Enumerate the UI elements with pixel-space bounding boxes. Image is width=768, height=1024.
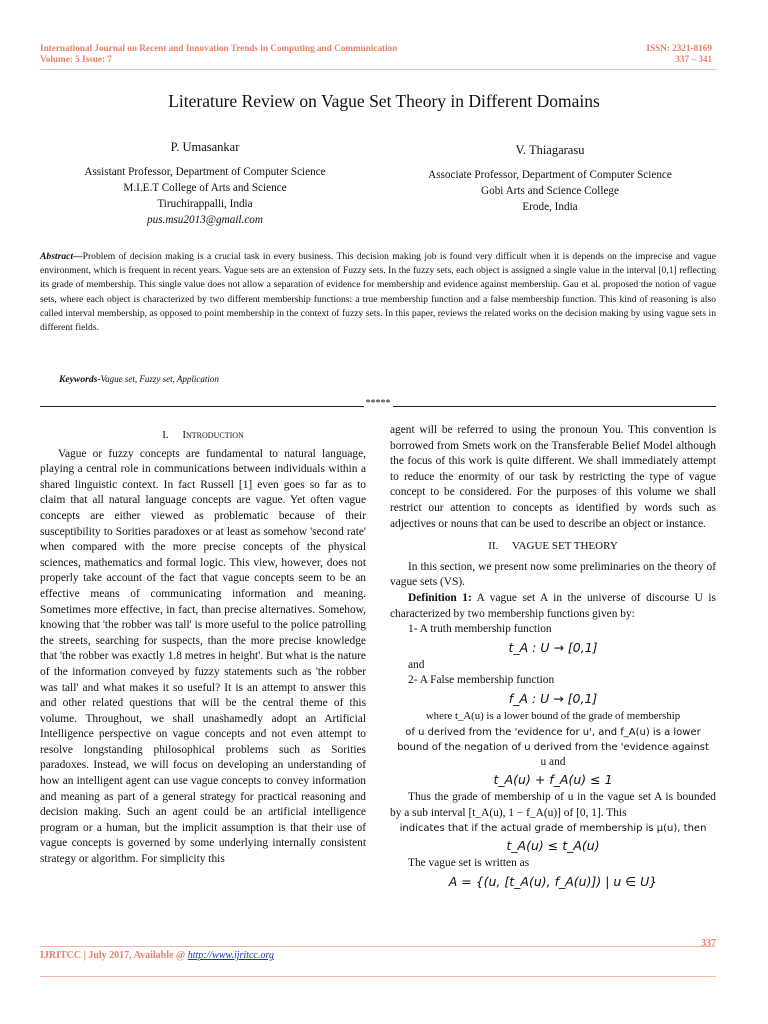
thus-paragraph: Thus the grade of membership of u in the vague set A is bounded by a sub interval [t_A(u), 1 − f_A(u)] of [0, 1]. This	[390, 791, 716, 819]
where-line-3: bound of the negation of u derived from the 'evidence against	[397, 741, 709, 753]
right-column	[390, 423, 716, 892]
footer-rule-bottom	[40, 976, 716, 977]
keywords	[59, 374, 219, 385]
section-intro: In this section, we present now some preliminaries on the theory of vague sets (VS).	[390, 560, 716, 589]
footer-text: IJRITCC | July 2017, Available @	[40, 950, 188, 961]
section-title: VAGUE SET THEORY	[512, 540, 618, 553]
and-text: and	[408, 658, 425, 671]
header-rule	[40, 69, 716, 70]
author-name: P. Umasankar	[170, 140, 240, 154]
equation-truth: t_A : U → [0,1]	[508, 639, 598, 655]
where-line-2: of u derived from the 'evidence for u', and f_A(u) is a lower	[405, 726, 701, 738]
footer	[40, 950, 274, 961]
equation-false: f_A : U → [0,1]	[508, 690, 598, 706]
author-college: Gobi Arts and Science College	[481, 185, 619, 197]
abstract	[40, 250, 716, 335]
footer-link[interactable]: http://www.ijritcc.org	[187, 950, 274, 961]
author-position: Assistant Professor, Department of Computer Science	[84, 166, 326, 178]
paper-title: Literature Review on Vague Set Theory in Different Domains	[168, 91, 600, 111]
abstract-label: Abstract—	[40, 251, 83, 262]
intro-paragraph: Vague or fuzzy concepts are fundamental to natural language, playing a central role in communications between individuals within a shared linguistic context. In fact Russell [1] even goes so far as to claim that all natural language concepts are vague. Yet often vague concepts are either viewed as problematic because of their susceptibility to Sorities paradoxes or at least as somehow 'second rate' when compared with the more precise concepts of the physical sciences, mathematics and formal logic. This view, however, does not properly take account of the fact that vague concepts seem to be an effective means of communicating information and meaning. Sometimes more effective, in fact, than precise alternatives. Somehow, knowing that 'the robber was tall' is more useful to the police patrolling the streets, searching for suspects, than the more precise knowledge that 'the robber was exactly 1.8 metres in height'. But what is the nature of the information conveyed by fuzzy statements such as 'the robber was tall' and what makes it so useful? It is an attempt to answer this and other related questions that will be the central theme of this volume. Throughout, we shall unashamedly adopt an Artificial Intelligence perspective on vague concepts and not even attempt to resolve longstanding philosophical problems such as Sorities paradoxes. Instead, we will focus on developing an understanding of how an intelligent agent can use vague concepts to convey information and meaning as part of a general strategy for practical reasoning and decision making. Such an agent could be an artificial intelligence program or a human, but the implicit assumption is that their use of vague concepts is governed by some underlying internally consistent strategy or algorithm. For simplicity this	[40, 447, 366, 866]
section-title: Introduction	[182, 429, 244, 441]
written-text: The vague set is written as	[408, 857, 530, 870]
author-name: V. Thiagarasu	[515, 143, 585, 157]
equation-membership: t_A(u) ≤ t_A(u)	[506, 838, 600, 854]
journal-volume: Volume: 5 Issue: 7	[40, 54, 112, 64]
separator	[40, 398, 716, 409]
author-position: Associate Professor, Department of Computer Science	[428, 169, 672, 181]
abstract-text: Problem of decision making is a crucial task in every business. This decision making job is found very difficult when it is depends on the imprecise and vague environment, which is frequent in recent years. Vague sets are an extension of Fuzzy sets. In the fuzzy sets, each object is assigned a single value in the interval [0,1] reflecting its grade of membership. This single value does not allow a separation of evidence for membership and evidence against membership. Gau et al. proposed the notion of vague sets, where each object is characterized by two different membership functions: a true membership function and a false membership function. This kind of reasoning is also called interval membership, as opposed to point membership in the context of fuzzy sets. In this paper, reviews the related works on the decision making by using vague sets in different fields.	[40, 251, 716, 334]
page-range: 337 – 341	[675, 54, 712, 64]
continued-paragraph: agent will be referred to using the pronoun You. This convention is borrowed from Smets work on the Transferable Belief Model although the focus of this work is quite different. We shall immediately attempt to reduce the enormity of our task by restricting the type of vague concept to be considered. For the purposes of this volume we shall restrict our attention to concepts as identified by words such as adjectives or nouns that can be used to describe an object or instance.	[390, 424, 716, 530]
separator-stars: *****	[365, 398, 391, 409]
separator-line-left	[40, 406, 364, 407]
separator-line-right	[393, 406, 717, 407]
footer-rule-top	[40, 946, 716, 947]
definition-label: Definition 1:	[408, 591, 472, 604]
left-column	[40, 428, 366, 868]
page-number: 337	[701, 938, 716, 949]
keywords-text: Vague set, Fuzzy set, Application	[100, 374, 219, 384]
author-email: pus.msu2013@gmail.com	[147, 214, 263, 226]
item-2: 2- A False membership function	[408, 674, 555, 687]
author-college: M.I.E.T College of Arts and Science	[123, 182, 287, 194]
journal-header-right	[646, 43, 712, 65]
author-city: Tiruchirappalli, India	[157, 198, 253, 210]
section-number: I.	[162, 429, 169, 441]
definition-text: A vague set A in the universe of discourse U is characterized by two membership functions given by:	[390, 591, 716, 620]
author-city: Erode, India	[522, 201, 578, 213]
keywords-label: Keywords-	[59, 374, 101, 385]
author-2	[405, 142, 695, 215]
indicates-line: indicates that if the actual grade of membership is μ(u), then	[399, 823, 707, 835]
where-line-1: where t_A(u) is a lower bound of the grade of membership	[425, 709, 681, 722]
definition-1	[390, 591, 716, 622]
issn: ISSN: 2321-8169	[646, 43, 712, 53]
section-number: II.	[488, 540, 499, 553]
item-1: 1- A truth membership function	[408, 623, 552, 636]
equation-bound: t_A(u) + f_A(u) ≤ 1	[493, 772, 613, 788]
equation-vague-set: A = {(u, [t_A(u), f_A(u)]) | u ∈ U}	[448, 873, 658, 889]
section-heading-2	[390, 539, 716, 555]
journal-header	[40, 43, 397, 65]
journal-name: International Journal on Recent and Innovation Trends in Computing and Communication	[40, 43, 398, 53]
author-1	[60, 139, 350, 228]
where-line-4: u and	[540, 755, 566, 768]
section-heading-1	[40, 428, 366, 444]
